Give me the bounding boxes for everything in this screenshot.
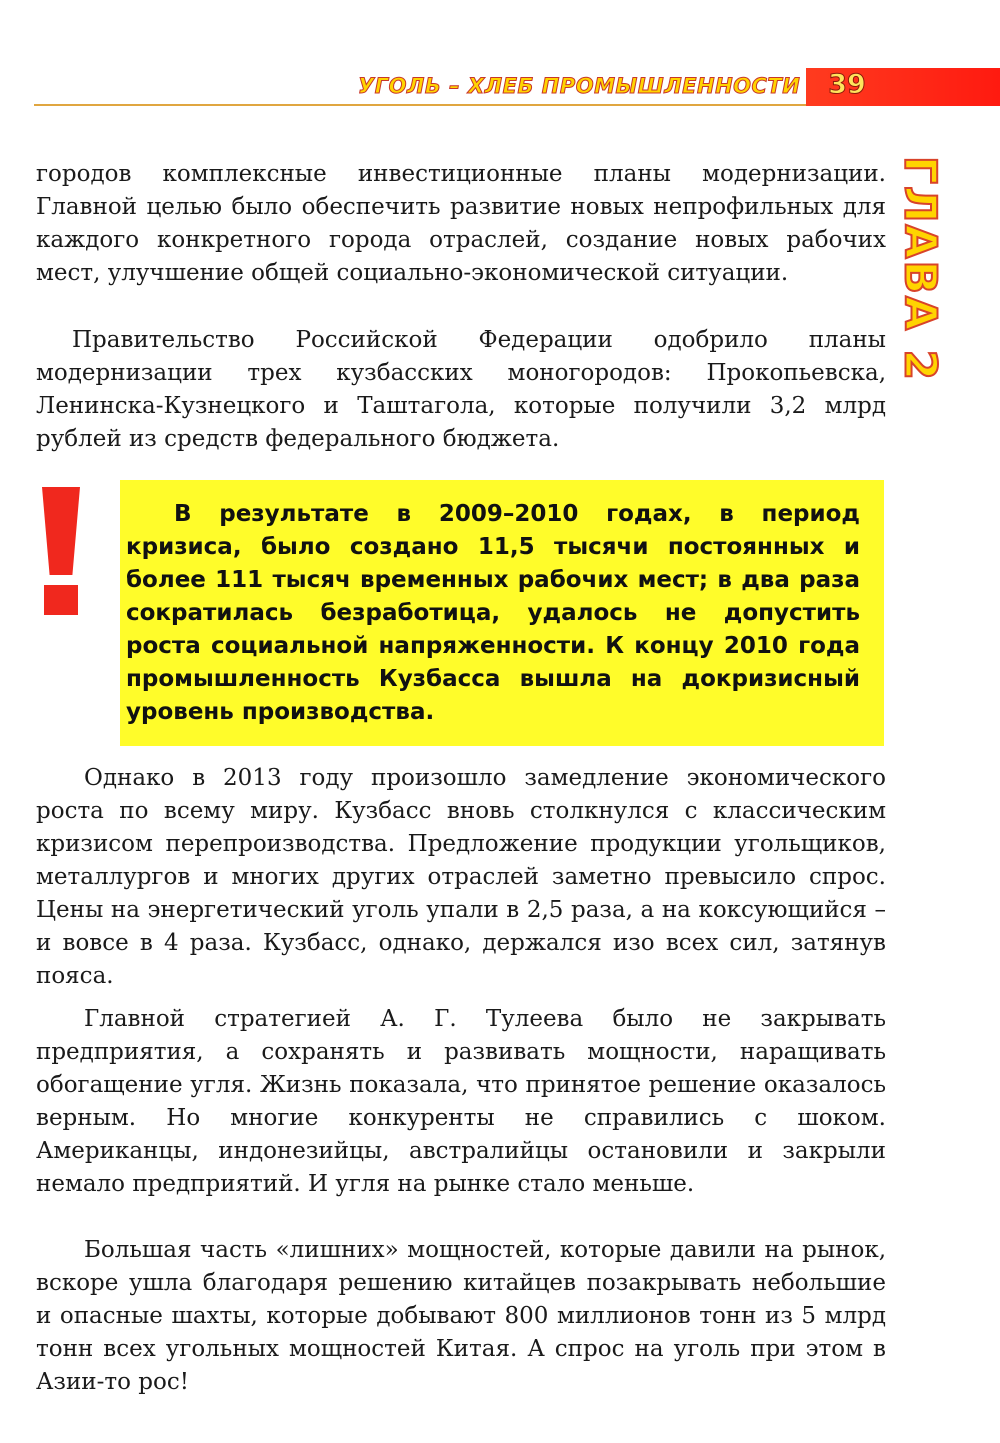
paragraph-3: Однако в 2013 году произошло замедление экономического роста по всему миру. Кузбасс вновь столкнулся с классическим кризисом перепроизводства. Предложение продукции угольщиков, металлургов и многих других отраслей заметно превысило спрос. Цены на энергетический уголь упали в 2,5 раза, а на коксующийся – и вовсе в 4 раза. Кузбасс, однако, держался изо всех сил, затянув пояса. bbox=[36, 765, 886, 989]
chapter-label: ГЛАВА 2 bbox=[894, 155, 946, 383]
page-number-box bbox=[806, 68, 1000, 106]
exclamation-bar bbox=[42, 487, 80, 575]
paragraph-1: городов комплексные инвестиционные планы модернизации. Главной целью было обеспечить развитие новых непрофильных для каждого конкретного города отраслей, создание новых рабочих мест, улучшение общей социально-экономической ситуации. bbox=[36, 161, 886, 286]
paragraph-2: Правительство Российской Федерации одобрило планы модернизации трех кузбасских моногородов: Прокопьевска, Ленинска-Кузнецкого и Таштагола, которые получили 3,2 млрд рублей из средств федерального бюджета. bbox=[36, 327, 886, 452]
paragraph-5: Большая часть «лишних» мощностей, которые давили на рынок, вскоре ушла благодаря решению китайцев позакрывать небольшие и опасные шахты, которые добывают 800 миллионов тонн из 5 млрд тонн всех угольных мощностей Китая. А спрос на уголь при этом в Азии-то рос! bbox=[36, 1237, 886, 1395]
header-rule bbox=[34, 104, 806, 106]
exclamation-icon bbox=[36, 487, 86, 617]
callout-text: В результате в 2009–2010 годах, в период кризиса, было создано 11,5 тысячи постоянных и более 111 тысяч временных рабочих мест; в два раза сократилась безработица, удалось не допустить роста социальной напряженности. К концу 2010 года промышленность Кузбасса вышла на докризисный уровень производства. bbox=[126, 501, 860, 725]
paragraph-4: Главной стратегией А. Г. Тулеева было не закрывать предприятия, а сохранять и развивать мощности, наращивать обогащение угля. Жизнь показала, что принятое решение оказалось верным. Но многие конкуренты не справились с шоком. Американцы, индонезийцы, австралийцы остановили и закрыли немало предприятий. И угля на рынке стало меньше. bbox=[36, 1006, 886, 1197]
exclamation-dot bbox=[44, 585, 78, 615]
chapter-tab bbox=[890, 155, 950, 383]
page-number: 39 bbox=[828, 69, 866, 100]
running-title: УГОЛЬ – ХЛЕБ ПРОМЫШЛЕННОСТИ bbox=[358, 74, 801, 98]
page-header bbox=[34, 68, 1000, 106]
highlight-callout bbox=[120, 480, 884, 746]
